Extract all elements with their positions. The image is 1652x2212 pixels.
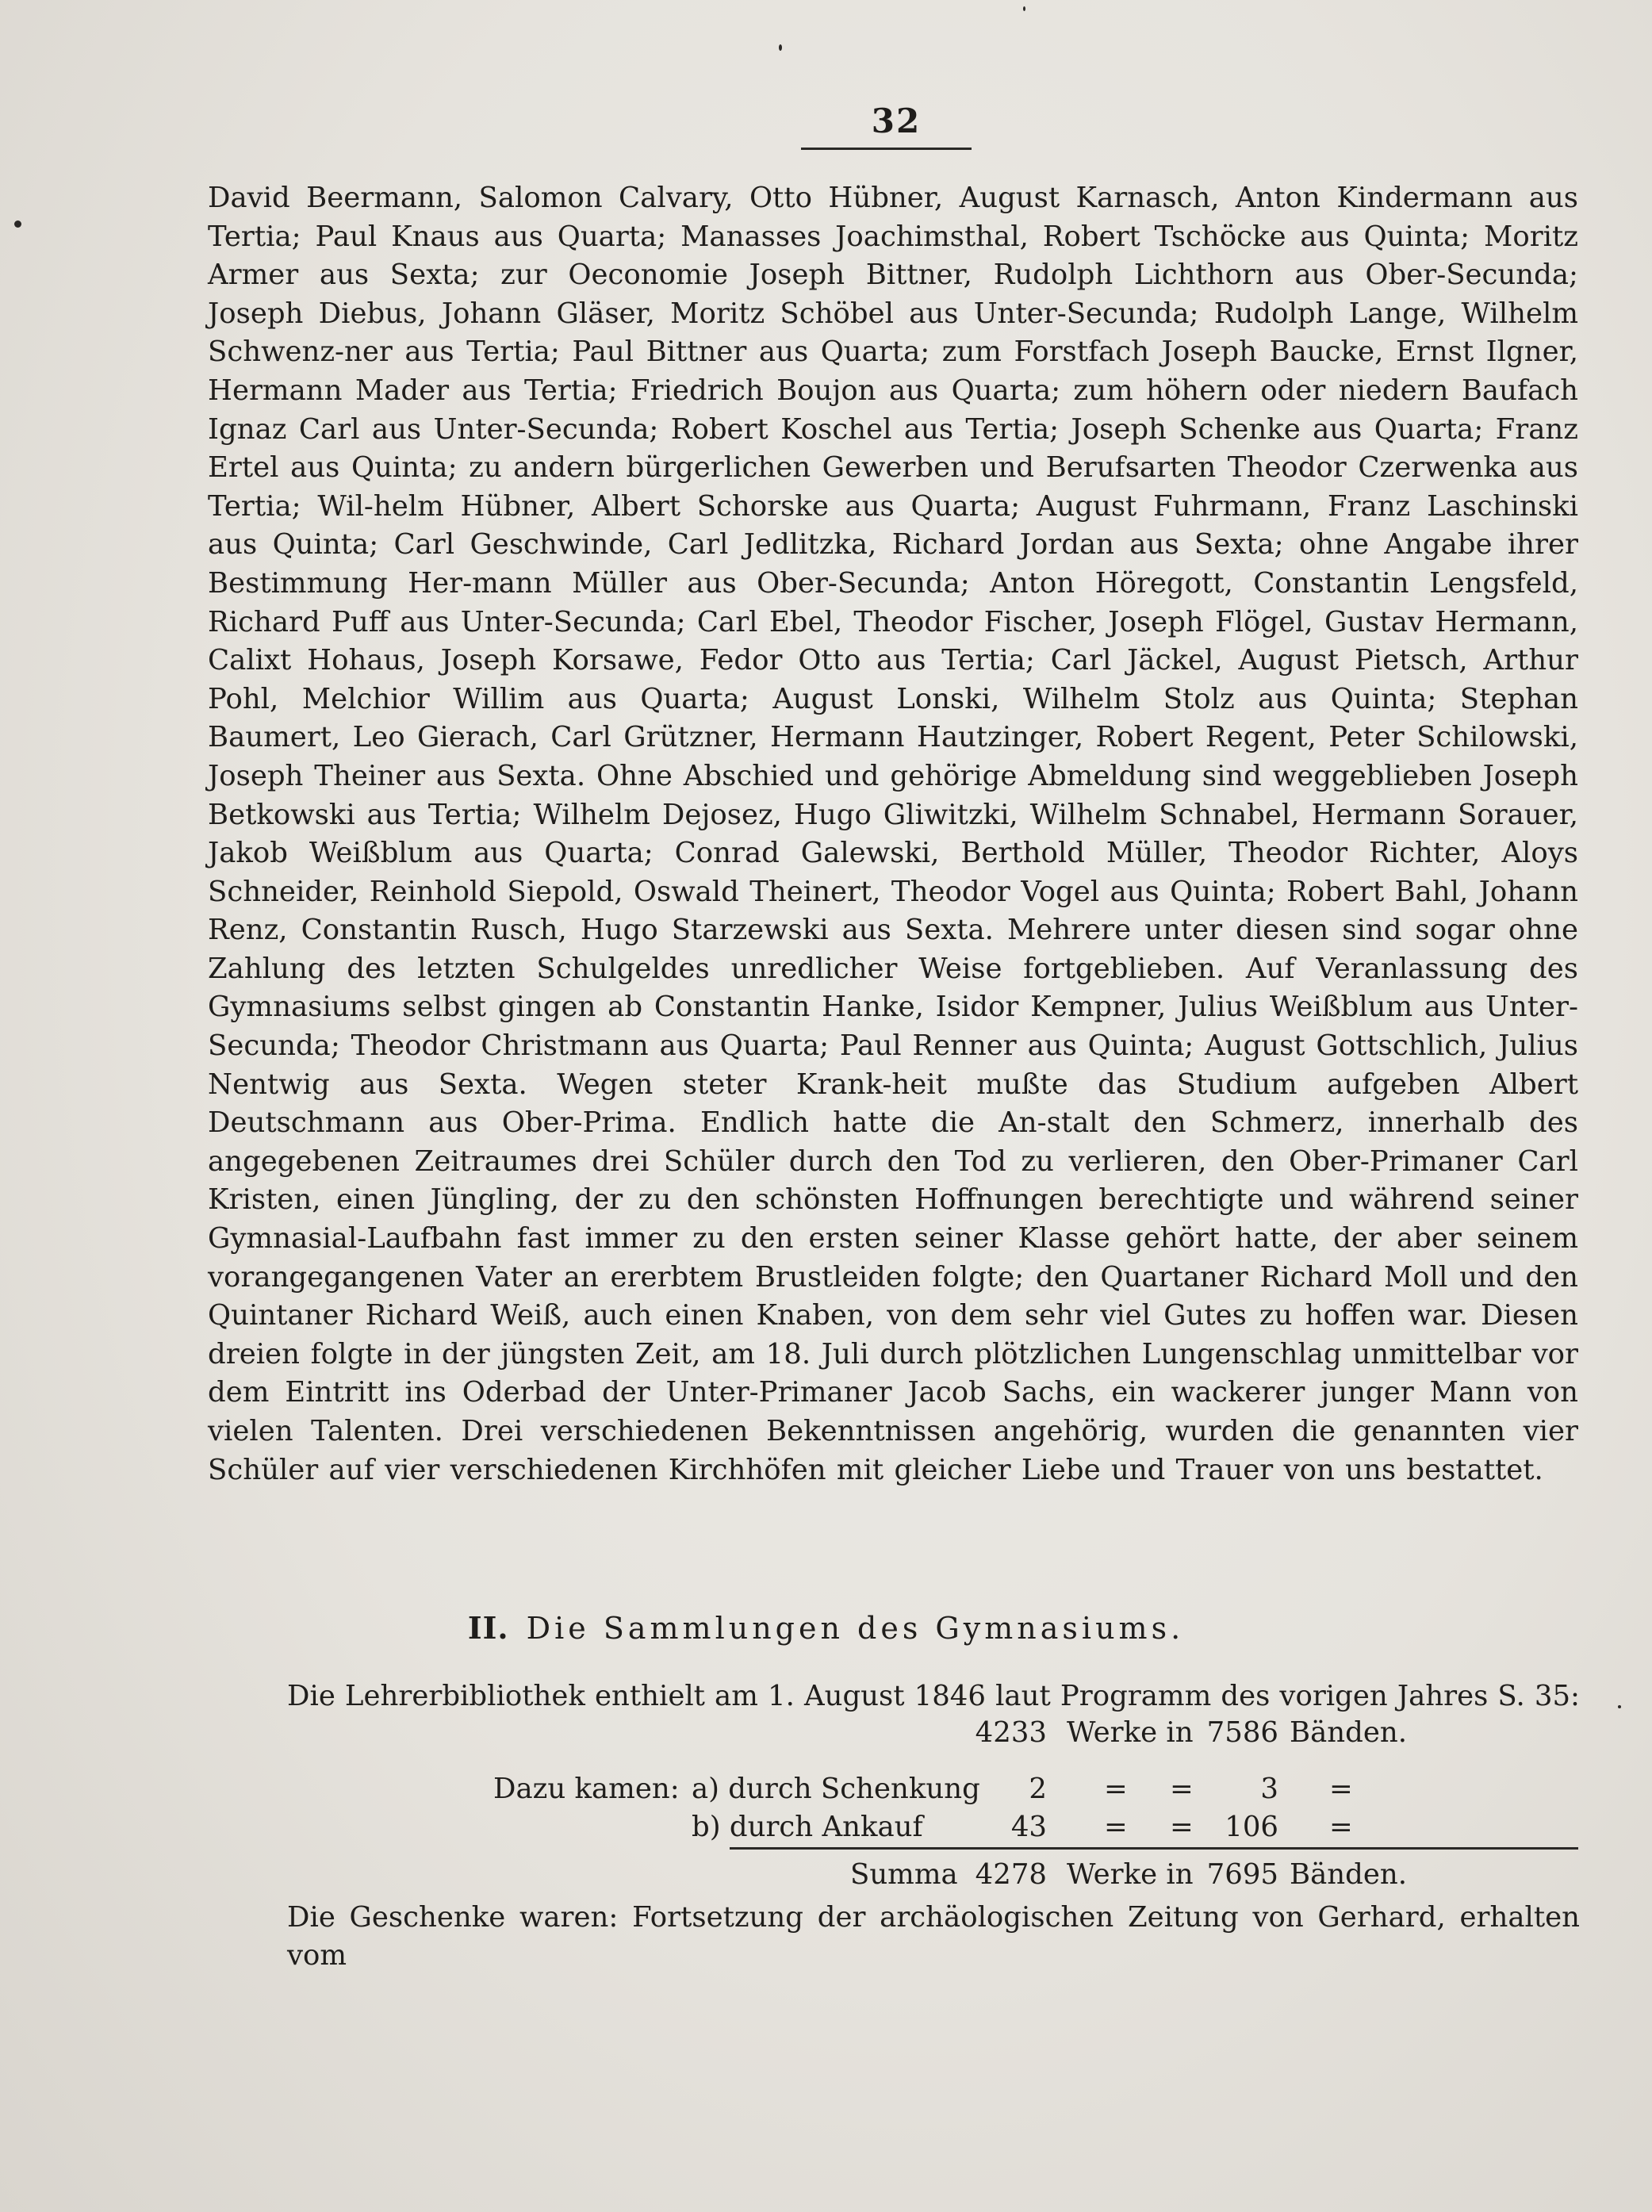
sum-works: 4278 — [975, 1858, 1047, 1891]
page-number-rule — [801, 148, 972, 150]
row-a-label: a) durch Schenkung — [692, 1773, 980, 1805]
row-a-ditto-1: = — [1104, 1773, 1128, 1805]
library-intro: Die Lehrerbibliothek enthielt am 1. August 1846 laut Programm des vorigen Jahres S. 35: — [287, 1680, 1580, 1712]
sum-works-label: Werke in — [1067, 1858, 1194, 1891]
row-a-ditto-3: = — [1329, 1773, 1353, 1805]
page-number: 32 — [871, 102, 922, 140]
sum-volumes-label: Bänden. — [1290, 1858, 1407, 1891]
sum-label: Summa — [850, 1858, 958, 1891]
row-b-volumes: 106 — [1225, 1811, 1278, 1843]
section-heading — [0, 1610, 1652, 1646]
row-b-ditto-2: = — [1170, 1811, 1194, 1843]
row-b-label: b) durch Ankauf — [692, 1811, 923, 1843]
body-paragraph: David Beermann, Salomon Calvary, Otto Hübner, August Karnasch, Anton Kindermann aus Tertia; Paul Knaus aus Quarta; Manasses Joachimsthal, Robert Tschöcke aus Quinta; Moritz Armer aus Sexta; zur Oeconomie Joseph Bittner, Rudolph Lichthorn aus Ober-Secunda; Joseph Diebus, Johann Gläser, Moritz Schöbel aus Unter-Secunda; Rudolph Lange, Wilhelm Schwenz-ner aus Tertia; Paul Bittner aus Quarta; zum Forstfach Joseph Baucke, Ernst Ilgner, Hermann Mader aus Tertia; Friedrich Boujon aus Quarta; zum höhern oder niedern Baufach Ignaz Carl aus Unter-Secunda; Robert Koschel aus Tertia; Joseph Schenke aus Quarta; Franz Ertel aus Quinta; zu andern bürgerlichen Gewerben und Berufsarten Theodor Czerwenka aus Tertia; Wil-helm Hübner, Albert Schorske aus Quarta; August Fuhrmann, Franz Laschinski aus Quinta; Carl Geschwinde, Carl Jedlitzka, Richard Jordan aus Sexta; ohne Angabe ihrer Bestimmung Her-mann Müller aus Ober-Secunda; Anton Höregott, Constantin Lengsfeld, Richard Puff aus Unter-Secunda; Carl Ebel, Theodor Fischer, Joseph Flögel, Gustav Hermann, Calixt Hohaus, Joseph Korsawe, Fedor Otto aus Tertia; Carl Jäckel, August Pietsch, Arthur Pohl, Melchior Willim aus Quarta; August Lonski, Wilhelm Stolz aus Quinta; Stephan Baumert, Leo Gierach, Carl Grützner, Hermann Hautzinger, Robert Regent, Peter Schilowski, Joseph Theiner aus Sexta. Ohne Abschied und gehörige Abmeldung sind weggeblieben Joseph Betkowski aus Tertia; Wilhelm Dejosez, Hugo Gliwitzki, Wilhelm Schnabel, Hermann Sorauer, Jakob Weißblum aus Quarta; Conrad Galewski, Berthold Müller, Theodor Richter, Aloys Schneider, Reinhold Siepold, Oswald Theinert, Theodor Vogel aus Quinta; Robert Bahl, Johann Renz, Constantin Rusch, Hugo Starzewski aus Sexta. Mehrere unter diesen sind sogar ohne Zahlung des letzten Schulgeldes unredlicher Weise fortgeblieben. Auf Veranlassung des Gymnasiums selbst gingen ab Constantin Hanke, Isidor Kempner, Julius Weißblum aus Unter-Secunda; Theodor Christmann aus Quarta; Paul Renner aus Quinta; August Gottschlich, Julius Nentwig aus Sexta. Wegen steter Krank-heit mußte das Studium aufgeben Albert Deutschmann aus Ober-Prima. Endlich hatte die An-stalt den Schmerz, innerhalb des angegebenen Zeitraumes drei Schüler durch den Tod zu verlieren, den Ober-Primaner Carl Kristen, einen Jüngling, der zu den schönsten Hoffnungen berechtigte und während seiner Gymnasial-Laufbahn fast immer zu den ersten seiner Klasse gehört hatte, der aber seinem vorangegangenen Vater an ererbtem Brustleiden folgte; den Quartaner Richard Moll und den Quintaner Richard Weiß, auch einen Knaben, von dem sehr viel Gutes zu hoffen war. Diesen dreien folgte in der jüngsten Zeit, am 18. Juli durch plötzlichen Lungenschlag unmittelbar vor dem Eintritt ins Oderbad der Unter-Primaner Jacob Sachs, ein wackerer junger Mann von vielen Talenten. Drei verschiedenen Bekenntnissen angehörig, wurden die genannten vier Schüler auf vier verschiedenen Kirchhöfen mit gleicher Liebe und Trauer von uns bestattet. — [208, 182, 1578, 1486]
row-a-ditto-2: = — [1170, 1773, 1194, 1805]
row-b-works: 43 — [1010, 1811, 1047, 1843]
section-number: II. — [467, 1610, 509, 1646]
row-b-ditto-1: = — [1104, 1811, 1128, 1843]
row-a-volumes: 3 — [1260, 1773, 1278, 1805]
print-speck — [779, 44, 782, 51]
base-volumes: 7586 — [1206, 1716, 1278, 1749]
section-title: Die Sammlungen des Gymnasiums. — [526, 1611, 1185, 1646]
base-works: 4233 — [975, 1716, 1047, 1749]
print-speck — [14, 220, 21, 228]
dazu-label: Dazu kamen: — [493, 1773, 680, 1805]
sum-volumes: 7695 — [1206, 1858, 1278, 1891]
sum-rule — [730, 1847, 1578, 1850]
base-works-label: Werke in — [1067, 1716, 1194, 1749]
print-speck — [1618, 1705, 1621, 1708]
print-speck — [1023, 6, 1025, 11]
continuation-line: Die Geschenke waren: Fortsetzung der archäologischen Zeitung von Gerhard, erhalten vom — [287, 1901, 1580, 1972]
row-a-works: 2 — [1029, 1773, 1047, 1805]
base-volumes-label: Bänden. — [1290, 1716, 1407, 1749]
row-b-ditto-3: = — [1329, 1811, 1353, 1843]
